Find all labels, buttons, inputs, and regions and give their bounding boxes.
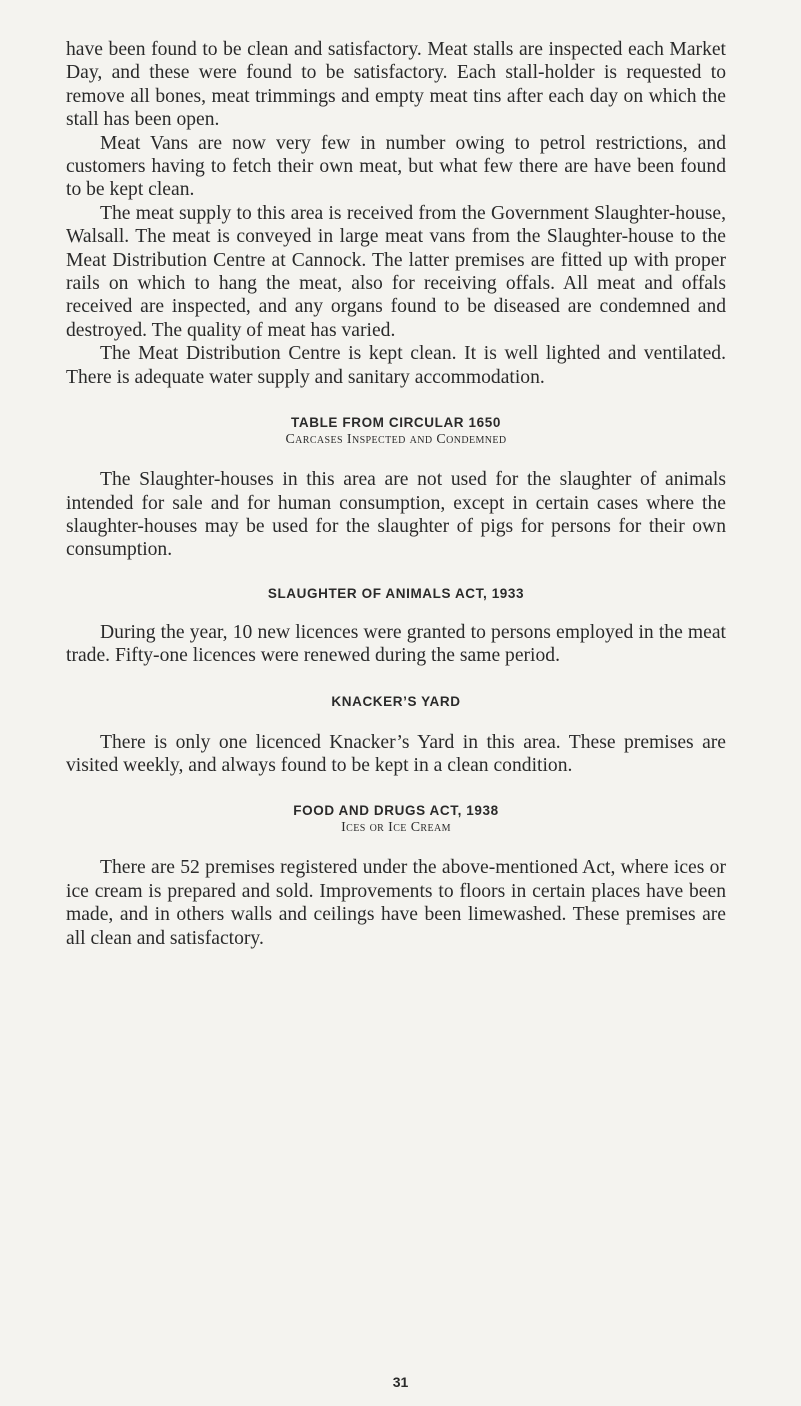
- paragraph-stalls: have been found to be clean and satisfactory. Meat stalls are inspected each Market Day, and these were found to be satisfactory. Each stall-holder is requested to remove all bones, meat trimmings and empty meat tins after each day on which the stall has been open.: [66, 39, 726, 131]
- paragraph-slaughter-houses: The Slaughter-houses in this area are not used for the slaughter of animals intended for sale and for human consumption, except in certain cases where the slaughter-houses may be used for the slaughter of pigs for persons for their own consumption.: [66, 469, 726, 561]
- paragraph-licences: During the year, 10 new licences were granted to persons employed in the meat trade. Fifty-one licences were renewed during the same period.: [66, 621, 726, 667]
- subheading-carcases: Carcases Inspected and Condemned: [285, 432, 507, 448]
- heading-slaughter-act: SLAUGHTER OF ANIMALS ACT, 1933: [267, 585, 525, 601]
- heading-food-drugs-act: FOOD AND DRUGS ACT, 1938: [293, 803, 499, 819]
- paragraph-meat-supply: The meat supply to this area is received from the Government Slaughter-house, Walsall. The meat is conveyed in large meat vans from the Slaughter-house to the Meat Distribution Centre at Cannock. The latter premises are fitted up with proper rails on which to hang the meat, also for receiving offals. All meat and offals received are inspected, and any organs found to be diseased are condemned and destroyed. The quality of meat has varied.: [66, 202, 726, 341]
- paragraph-distribution-centre: The Meat Distribution Centre is kept clean. It is well lighted and ventilated. There is adequate water supply and sanitary accommodation.: [66, 343, 726, 388]
- heading-knacker-yard: KNACKER’S YARD: [331, 693, 461, 709]
- heading-circular: TABLE FROM CIRCULAR 1650: [291, 415, 501, 431]
- paragraph-knacker-yard: There is only one licenced Knacker’s Yard in this area. These premises are visited weekly, and always found to be kept in a clean condition.: [66, 731, 726, 776]
- paragraph-ice-cream: There are 52 premises registered under the above-mentioned Act, where ices or ice cream is prepared and sold. Improvements to floors in certain places have been made, and in others walls and ceilings have been limewashed. These premises are all clean and satisfactory.: [66, 857, 726, 949]
- paragraph-meat-vans: Meat Vans are now very few in number owing to petrol restrictions, and customers having to fetch their own meat, but what few there are have been found to be kept clean.: [66, 132, 726, 201]
- document-page: [66, 38, 726, 950]
- page-number: 31: [392, 1374, 409, 1390]
- subheading-ices: Ices or Ice Cream: [341, 820, 451, 836]
